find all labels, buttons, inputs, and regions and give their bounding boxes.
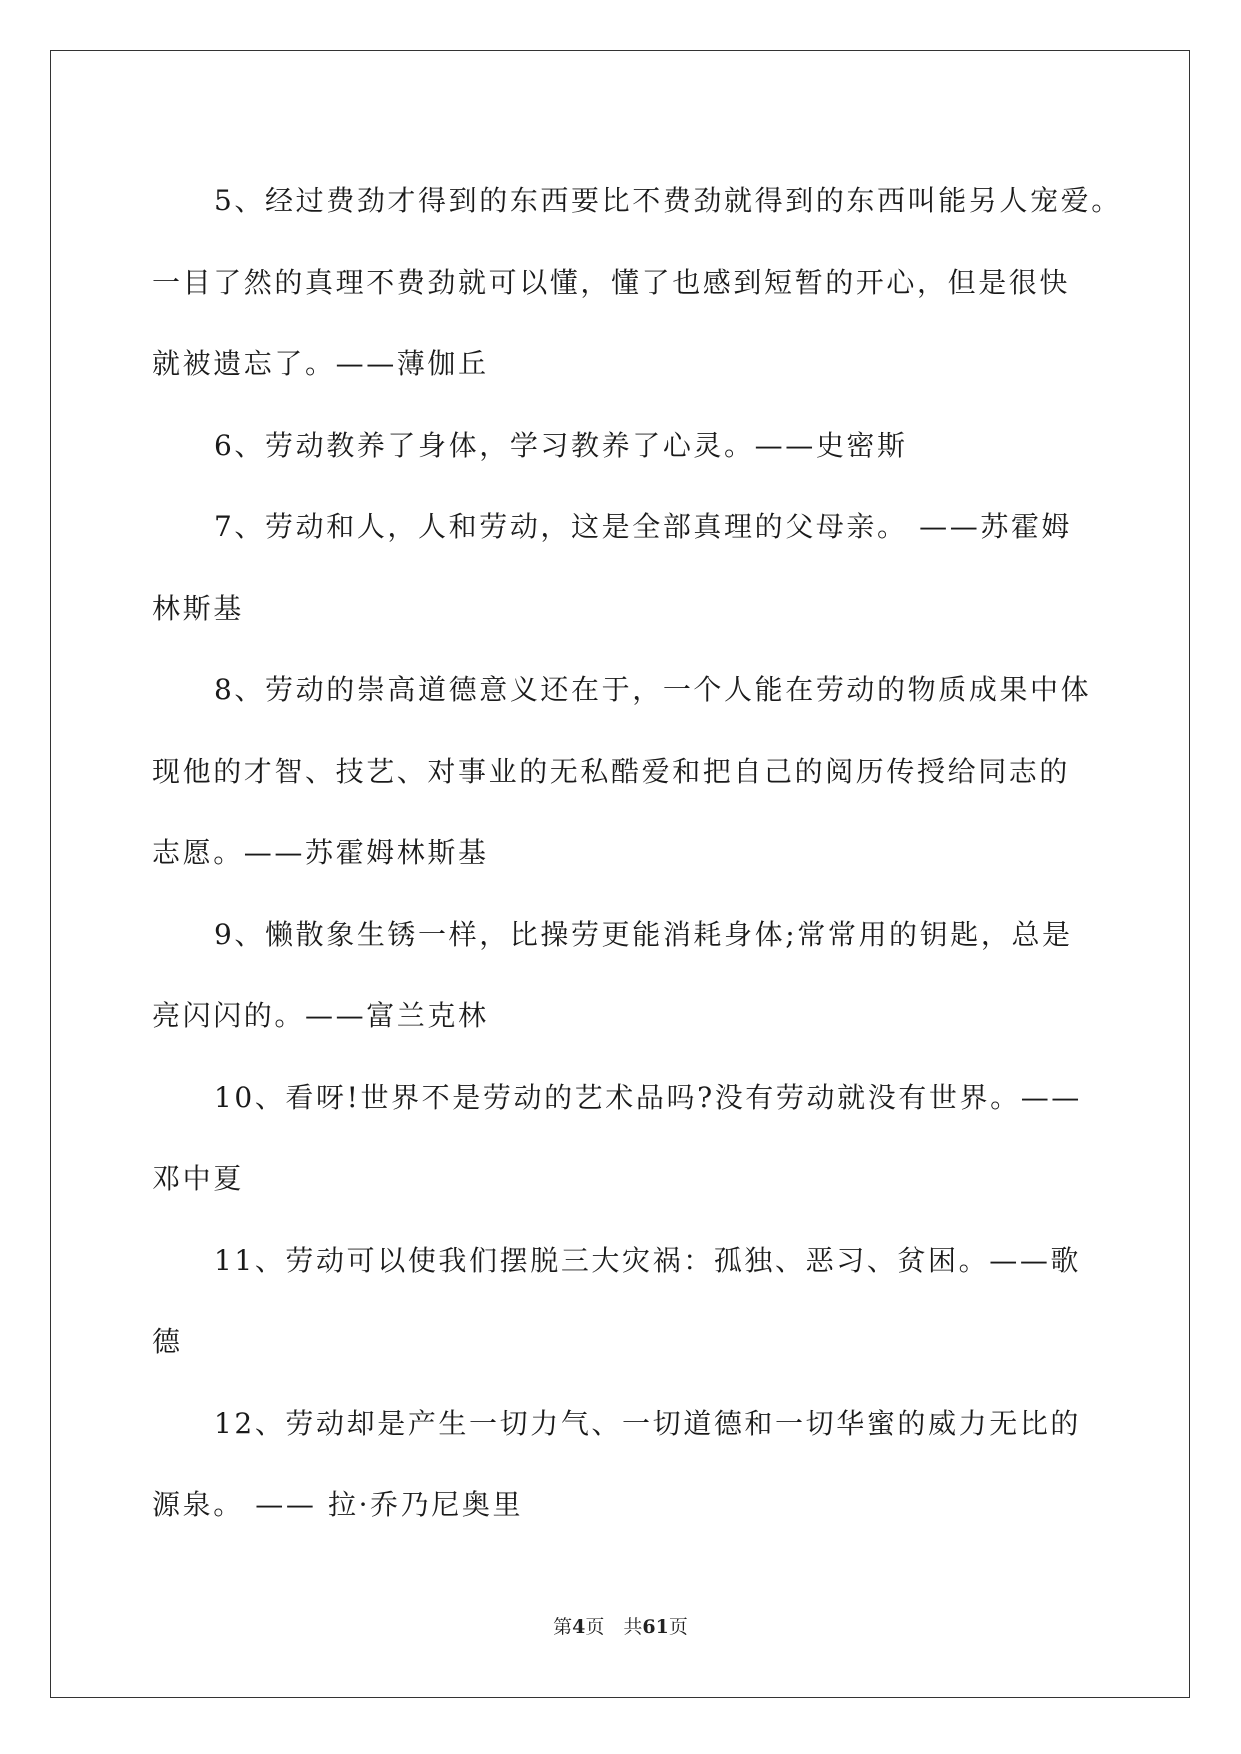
text-line: 5、经过费劲才得到的东西要比不费劲就得到的东西叫能另人宠爱。 [214,184,1122,217]
footer-suffix: 页 [668,1616,688,1638]
text-line: 9、懒散象生锈一样，比操劳更能消耗身体;常常用的钥匙，总是 [214,917,1073,951]
text-line: 亮闪闪的。——富兰克林 [152,999,489,1032]
footer-prefix: 第 [553,1616,573,1638]
quote-11 [152,1220,1092,1383]
text-line: 11、劳动可以使我们摆脱三大灾祸：孤独、恶习、贫困。——歌 [214,1243,1082,1277]
text-line: 林斯基 [152,591,244,625]
quote-8 [152,649,1092,894]
document-body [152,160,1122,1546]
text-line: 现他的才智、技艺、对事业的无私酷爱和把自己的阅历传授给同志的 [152,754,1071,788]
quote-12 [152,1383,1092,1546]
quote-6 [152,405,1092,487]
text-line: 一目了然的真理不费劲就可以懂，懂了也感到短暂的开心，但是很快 [152,265,1071,299]
text-line: 德 [152,1325,183,1358]
current-page-number: 4 [572,1616,586,1638]
quote-5 [152,160,1122,405]
quote-9 [152,894,1092,1057]
text-line: 源泉。 —— 拉·乔乃尼奥里 [152,1488,524,1521]
text-line: 8、劳动的崇高道德意义还在于，一个人能在劳动的物质成果中体 [214,673,1092,706]
text-line: 邓中夏 [152,1162,244,1195]
text-line: 7、劳动和人，人和劳动，这是全部真理的父母亲。 ——苏霍姆 [214,510,1073,543]
text-line: 12、劳动却是产生一切力气、一切道德和一切华蜜的威力无比的 [214,1406,1082,1440]
quote-10 [152,1057,1092,1220]
footer-middle: 页 共 [585,1616,643,1638]
quote-7 [152,486,1092,649]
total-pages-number: 61 [642,1616,669,1638]
text-line: 就被遗忘了。——薄伽丘 [152,347,489,380]
text-line: 6、劳动教养了身体，学习教养了心灵。——史密斯 [214,428,908,462]
text-line: 志愿。——苏霍姆林斯基 [152,836,489,869]
text-line: 10、看呀!世界不是劳动的艺术品吗?没有劳动就没有世界。—— [214,1080,1082,1114]
page-footer [0,1612,1241,1639]
